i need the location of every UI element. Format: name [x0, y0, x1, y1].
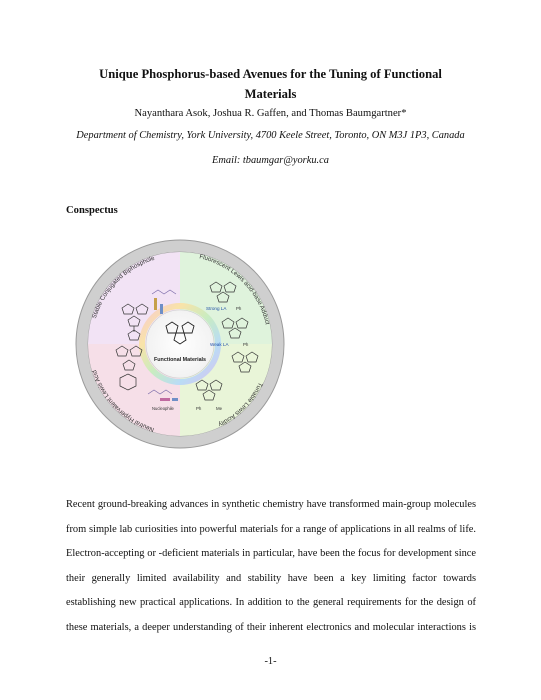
ph-label-3: Ph — [196, 406, 202, 411]
page-number: -1- — [264, 656, 277, 667]
ring-label-bottom-left: Neutral Hypervalent Lewis Acid — [91, 369, 155, 433]
conspectus-body — [66, 493, 476, 641]
body-line: Recent ground-breaking advances in synthetic chemistry have transformed main-group molecules — [66, 499, 476, 510]
body-line: from simple lab curiosities into powerful materials for a range of applications in all realms of life. — [66, 523, 476, 535]
title-line-1: Unique Phosphorus-based Avenues for the Tuning of Functional — [99, 67, 442, 81]
body-line: establishing new practical applications. In addition to the general requirements for the design of — [66, 597, 476, 609]
affiliation: Department of Chemistry, York University, 4700 Keele Street, Toronto, ON M3J 1P3, Canada — [76, 130, 465, 141]
toc-figure-graphic — [60, 224, 300, 464]
contact-email: Email: tbaumgar@yorku.ca — [212, 155, 329, 166]
ring-label-top-right: Fluorescent Lewis acid-base Adduct — [198, 253, 271, 326]
toc-figure — [60, 224, 300, 464]
center-label: Functional Materials — [153, 357, 207, 363]
body-line: their generally limited availability and stability have been a key limiting factor towards — [66, 572, 476, 584]
strong-la-label: Strong LA — [206, 306, 227, 311]
section-heading: Conspectus — [66, 205, 118, 216]
body-line: these materials, a deeper understanding of their inherent electronics and molecular interactions is — [66, 621, 476, 633]
paper-title — [62, 64, 479, 104]
ph-label-1: Ph — [236, 306, 242, 311]
nucleophile-label: Nucleophile — [152, 406, 174, 411]
title-line-2: Materials — [244, 87, 297, 101]
ph-label-2: Ph — [243, 342, 249, 347]
me-label: Me — [216, 406, 223, 411]
weak-la-label: Weak LA — [210, 342, 229, 347]
body-line: Electron-accepting or -deficient materials in particular, have been the focus for development since — [66, 548, 476, 560]
ring-label-top-left: Stable Conjugated Biphosphole — [90, 254, 156, 320]
author-list: Nayanthara Asok, Joshua R. Gaffen, and Thomas Baumgartner* — [134, 108, 407, 119]
ring-label-bottom-right: Tunable Lewis Acidity — [217, 381, 264, 428]
